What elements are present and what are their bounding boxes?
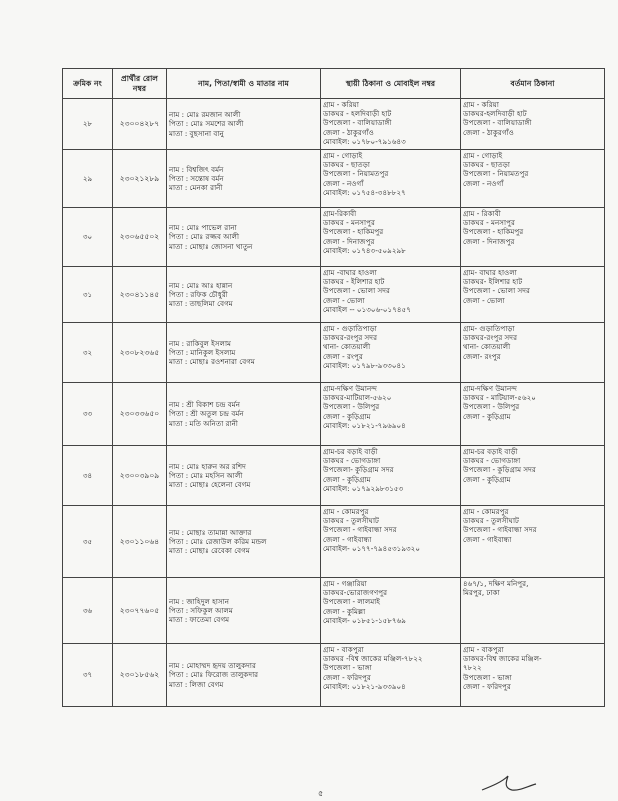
present-address-cell-line: ডাকঘর - মাটিয়াল-৫৬২০ [463, 393, 536, 403]
name-cell [167, 208, 321, 267]
roll-cell: ২৩০০৪২৮৭ [113, 99, 167, 150]
permanent-address-cell-line: ডাকঘর - ভোগডাঙ্গা [323, 456, 381, 466]
name-cell [167, 446, 321, 506]
permanent-address-cell-line: গ্রাম -বাঘার হাওলা [323, 268, 377, 277]
present-address-cell-line: ৪৬৭/১, দক্ষিণ মনিপুর, [463, 579, 529, 588]
table-row [63, 267, 605, 323]
present-address-cell-line: গ্রাম-দক্ষিণ উমানন্দ [463, 384, 518, 393]
name-cell-line: নাম : মোঃ পাভেল রানা [169, 223, 237, 233]
present-address-cell-line: জেলা - ভোলা [463, 295, 505, 305]
name-cell-line: মাতা : তাছলিমা বেগম [169, 299, 233, 309]
present-address-cell-line: ডাকঘর - ভোগডাঙ্গা [463, 456, 521, 466]
permanent-address-cell-line: ডাকঘর-ভোরাজগণপুর [323, 588, 388, 598]
present-address-cell-line: জেলা- রংপুর [463, 351, 501, 361]
table-row [63, 506, 605, 578]
serial-cell: ২৯ [63, 150, 113, 208]
present-address-cell-line: ডাকঘর-হলদিবাড়ী হাট [463, 109, 527, 119]
name-cell-line: নাম : বিশ্বজিৎ বর্মন [169, 164, 224, 174]
table-row [63, 99, 605, 150]
permanent-address-cell-line: গ্রাম - গঞ্জারিয়া [323, 579, 367, 588]
present-address-cell [461, 323, 605, 383]
permanent-address-cell-line: জেলা - কুড়িগ্রাম [323, 474, 371, 484]
name-cell-line: পিতা : রফিক চৌধুরী [169, 289, 228, 299]
serial-cell: ৩৬ [63, 578, 113, 644]
permanent-address-cell-line: জেলা - ঠাকুরগাঁও [323, 127, 374, 137]
permanent-address-cell [321, 506, 461, 578]
name-cell-line: নাম : মোঃ রমজান আলী [169, 110, 241, 120]
permanent-address-cell-line: উপজেলা - বালিয়াডাঙ্গী [323, 118, 392, 128]
name-cell [167, 578, 321, 644]
name-cell-line: নাম : রাকিবুল ইসলাম [169, 338, 232, 348]
present-address-cell [461, 446, 605, 506]
name-cell [167, 99, 321, 150]
roll-cell: ২৩০১১০৬৪ [113, 506, 167, 578]
name-cell [167, 267, 321, 323]
header-serial: ক্রমিক নং [63, 69, 113, 99]
name-cell-line: পিতা : সফিকুল আলম [169, 605, 233, 615]
present-address-cell-line: ৭৮২২ [463, 663, 482, 673]
permanent-address-cell [321, 208, 461, 267]
serial-cell: ২৮ [63, 99, 113, 150]
present-address-cell-line: জেলা - দিনাজপুর [463, 236, 515, 246]
name-cell-line: নাম : জাহিদুল হাসান [169, 596, 230, 606]
permanent-address-cell-line: উপজেলা - নিয়ামতপুর [323, 169, 389, 179]
name-cell-line: পিতা : মানিকুল ইসলাম [169, 347, 236, 357]
name-cell-line: নাম : মোঃ হারুন অর রশিদ [169, 461, 246, 471]
present-address-cell-line: উপজেলা - নিয়ামতপুর [463, 169, 529, 179]
header-present-address: বর্তমান ঠিকানা [461, 69, 605, 99]
permanent-address-cell-line: গ্রাম - কোমরপুর [323, 507, 369, 516]
roll-cell: ২৩০৬৫৫০২ [113, 208, 167, 267]
present-address-cell-line: ডাকঘর - মনসাপুর [463, 218, 515, 228]
present-address-cell-line: উপজেলা - কুড়িগ্রাম সদর [463, 465, 536, 475]
permanent-address-cell-line: ডাকঘর - তুলসীঘাট [323, 516, 379, 526]
roll-cell: ২৩০৮২৩৬৫ [113, 323, 167, 383]
signature-mark [478, 772, 538, 794]
roll-cell: ২৩০০৩৯০৯ [113, 446, 167, 506]
permanent-address-cell-line: গ্রাম - গুড়াতিপাড়া [323, 324, 377, 333]
permanent-address-cell-line: ডাকঘর - হলদিবাড়ী হাট [323, 109, 392, 119]
permanent-address-cell-line: উপজেলা- কুড়িগ্রাম সদর [323, 465, 394, 475]
permanent-address-cell-line: গ্রাম-রিকাবী [323, 209, 357, 218]
permanent-address-cell-line: উপজেলা - লালমাই [323, 597, 381, 607]
permanent-address-cell-line: মোবাইল: ০১৭৮০-৭৯১৬৪৩ [323, 136, 406, 146]
name-cell-line: পিতা : সন্তোষ বর্মন [169, 173, 224, 183]
header-roll: প্রার্থীর রোল নম্বর [113, 69, 167, 99]
present-address-cell-line: জেলা - ফরিদপুর [463, 681, 511, 691]
permanent-address-cell [321, 99, 461, 150]
permanent-address-cell-line: গ্রাম - করিয়া [323, 100, 359, 109]
permanent-address-cell [321, 150, 461, 208]
present-address-cell-line: গ্রাম- বাঘার হাওলা [463, 268, 517, 277]
roll-cell: ২৩০৩৩৬৫০ [113, 383, 167, 446]
present-address-cell-line: মিরপুর, ঢাকা [463, 588, 500, 598]
name-cell-line: মাতা : মোছাঃ জোসনা খাতুন [169, 241, 253, 251]
permanent-address-cell-line: জেলা - ফরিদপুর [323, 672, 371, 682]
permanent-address-cell-line: থানা- কোতয়ালী [323, 342, 371, 352]
permanent-address-cell [321, 383, 461, 446]
name-cell-line: পিতা : মোঃ রেজাউল করিম মন্ডল [169, 536, 267, 546]
serial-cell: ৩৭ [63, 644, 113, 707]
present-address-cell [461, 578, 605, 644]
name-cell [167, 644, 321, 707]
present-address-cell [461, 506, 605, 578]
page-number: ৫ [318, 789, 324, 798]
present-address-cell [461, 644, 605, 707]
permanent-address-cell-line: জেলা - কুমিল্লা [323, 606, 366, 616]
present-address-cell-line: জেলা - নওগাঁ [463, 178, 504, 188]
present-address-cell-line: থানা- কোতয়ালী [463, 342, 511, 352]
present-address-cell [461, 150, 605, 208]
present-address-cell [461, 208, 605, 267]
roll-cell: ২৩০২১২৮৯ [113, 150, 167, 208]
name-cell-line: মাতা : মেনকা রানী [169, 183, 223, 193]
name-cell-line: নাম : শ্রী বিকাশ চন্দ্র বর্মন [169, 400, 241, 410]
present-address-cell-line: উপজেলা - উলিপুর [463, 402, 520, 412]
permanent-address-cell-line: জেলা - কুড়িগ্রাম [323, 411, 371, 421]
permanent-address-cell-line: উপজেলা - ভাঙ্গা [323, 663, 372, 673]
present-address-cell-line: গ্রাম - করিয়া [463, 100, 499, 109]
permanent-address-cell-line: গ্রাম - গোড়াই [323, 151, 363, 160]
permanent-address-cell-line: উপজেলা - হাকিমপুর [323, 227, 384, 237]
present-address-cell-line: গ্রাম - গোড়াই [463, 151, 503, 160]
present-address-cell [461, 267, 605, 323]
permanent-address-cell-line: মোবাইল: ০১৭৪৩-৫০৯২৯৮ [323, 245, 406, 255]
permanent-address-cell [321, 267, 461, 323]
permanent-address-cell-line: মোবাইল: ০১৮২১-৭৯৬৯০৪ [323, 420, 406, 430]
permanent-address-cell-line: ডাকঘর-রংপুর সদর [323, 333, 378, 343]
present-address-cell-line: গ্রাম - রিকাবী [463, 209, 501, 218]
name-cell-line: নাম : মোহাম্মদ হৃদয় তালুকদার [169, 661, 256, 671]
name-cell-line: মাতা : মোছাঃ রেবেকা বেগম [169, 546, 250, 556]
present-address-cell-line: জেলা - গাইবান্ধা [463, 534, 512, 544]
table-row [63, 446, 605, 506]
present-address-cell [461, 99, 605, 150]
serial-cell: ৩২ [63, 323, 113, 383]
permanent-address-cell [321, 578, 461, 644]
name-cell-line: মাতা : বুছসানা বানু [169, 128, 224, 138]
present-address-cell-line: উপজেলা - হাকিমপুর [463, 227, 524, 237]
name-cell [167, 506, 321, 578]
permanent-address-cell [321, 446, 461, 506]
permanent-address-cell-line: গ্রাম-দক্ষিণ উমানন্দ [323, 384, 378, 393]
serial-cell: ৩৩ [63, 383, 113, 446]
permanent-address-cell-line: মোবাইল: ০১৭৫৪-৩৪৮৮২৭ [323, 187, 406, 197]
present-address-cell-line: গ্রাম-চর বড়াই বাড়ী [463, 447, 518, 456]
table-row [63, 208, 605, 267]
present-address-cell-line: উপজেলা - ভোলা সদর [463, 286, 530, 296]
table-header-row [63, 69, 605, 99]
name-cell-line: মাতা : লিজা বেগম [169, 679, 224, 689]
permanent-address-cell-line: গ্রাম-চর বড়াই বাড়ী [323, 447, 378, 456]
permanent-address-cell-line: মোবাইল- ০১৮৫১-১৫৮৭৬৯ [323, 615, 406, 625]
present-address-cell-line: জেলা - কুড়িগ্রাম [463, 411, 511, 421]
present-address-cell-line: ডাকঘর - তুলসীঘাট [463, 516, 519, 526]
name-cell [167, 383, 321, 446]
permanent-address-cell-line: গ্রাম - বাকপুরা [323, 645, 364, 654]
permanent-address-cell-line: মোবাইল: ০১৭৯৮-৯৩৩০৪১ [323, 360, 406, 370]
name-cell-line: নাম : মোঃ আঃ হান্নান [169, 280, 233, 290]
permanent-address-cell-line: ডাকঘর - ছাতড়া [323, 160, 371, 170]
permanent-address-cell-line: উপজেলা - ভোলা সদর [323, 286, 390, 296]
name-cell [167, 150, 321, 208]
permanent-address-cell [321, 644, 461, 707]
present-address-cell-line: গ্রাম - বাকপুরা [463, 645, 504, 654]
permanent-address-cell-line: জেলা - রংপুর [323, 351, 363, 361]
header-permanent-address: স্থায়ী ঠিকানা ও মোবাইল নম্বর [321, 69, 461, 99]
present-address-cell-line: ডাকঘর-রংপুর সদর [463, 333, 518, 343]
name-cell-line: মাতা : মোছাঃ রওশনারা বেগম [169, 357, 255, 367]
present-address-cell-line: গ্রাম - কোমরপুর [463, 507, 509, 516]
name-cell-line: পিতা : মোঃ ফিরোজ তালুকদার [169, 670, 259, 680]
permanent-address-cell-line: জেলা - নওগাঁ [323, 178, 364, 188]
table-row [63, 578, 605, 644]
permanent-address-cell-line: উপজেলা - গাইবান্ধা সদর [323, 525, 397, 535]
permanent-address-cell-line: মোবাইল- ০১৭৭-৭৯৪৫৩১৯৩২০ [323, 543, 421, 553]
name-cell [167, 323, 321, 383]
permanent-address-cell-line: ডাকঘর - ইলিশার হাট [323, 277, 385, 287]
present-address-cell-line: জেলা - ঠাকুরগাঁও [463, 127, 514, 137]
serial-cell: ৩৫ [63, 506, 113, 578]
name-cell-line: মাতা : মতি অনিতা রানী [169, 418, 238, 428]
table-row [63, 323, 605, 383]
present-address-cell-line: ডাকঘর - ছাতড়া [463, 160, 511, 170]
roll-cell: ২৩০৪১১৪৫ [113, 267, 167, 323]
permanent-address-cell-line: জেলা - ভোলা [323, 295, 365, 305]
present-address-cell-line: উপজেলা - গাইবান্ধা সদর [463, 525, 537, 535]
name-cell-line: নাম : মোছাঃ তামান্না আক্তার [169, 527, 252, 537]
candidate-table [62, 68, 605, 707]
name-cell-line: পিতা : শ্রী অতুল চন্দ্র বর্মন [169, 409, 244, 419]
present-address-cell-line: ডাকঘর-বিশ্ব জাকের মঞ্জিল- [463, 654, 542, 664]
header-name: নাম, পিতা/স্বামী ও মাতার নাম [167, 69, 321, 99]
serial-cell: ৩১ [63, 267, 113, 323]
name-cell-line: মাতা : ফাতেমা বেগম [169, 615, 230, 625]
table-row [63, 644, 605, 707]
table-row [63, 150, 605, 208]
permanent-address-cell-line: মোবাইল: ০১৮২১-৯৩৩৯০৪ [323, 681, 406, 691]
permanent-address-cell-line: জেলা - গাইবান্ধা [323, 534, 372, 544]
table-row [63, 383, 605, 446]
name-cell-line: মাতা : মোছাঃ হেলেনা বেগম [169, 480, 251, 490]
name-cell-line: পিতা : মোঃ মহসিন আলী [169, 470, 243, 480]
present-address-cell-line: জেলা - কুড়িগ্রাম [463, 474, 511, 484]
roll-cell: ২৩০১৮৫৬২ [113, 644, 167, 707]
permanent-address-cell-line: ডাকঘর - মনসাপুর [323, 218, 375, 228]
permanent-address-cell-line: মোবাইল -- ০১৩০৬-০১৭৪৫৭ [323, 304, 411, 314]
present-address-cell [461, 383, 605, 446]
name-cell-line: পিতা : মোঃ সমশের আলী [169, 119, 244, 129]
serial-cell: ৩০ [63, 208, 113, 267]
roll-cell: ২৩০৭৭৬০৫ [113, 578, 167, 644]
present-address-cell-line: উপজেলা - বালিয়াডাঙ্গী [463, 118, 532, 128]
serial-cell: ৩৪ [63, 446, 113, 506]
name-cell-line: পিতা : মোঃ রজ্জব আলী [169, 232, 240, 242]
permanent-address-cell-line: মোবাইল: ০১৭৯২৯৮৩১৫৩ [323, 483, 404, 493]
permanent-address-cell [321, 323, 461, 383]
permanent-address-cell-line: জেলা - দিনাজপুর [323, 236, 375, 246]
present-address-cell-line: উপজেলা - ভাঙ্গা [463, 672, 512, 682]
permanent-address-cell-line: ডাকঘর-মাটিয়াল-৫৬২০ [323, 393, 392, 403]
present-address-cell-line: ডাকঘর- ইলিশার হাট [463, 277, 523, 287]
permanent-address-cell-line: উপজেলা - উলিপুর [323, 402, 380, 412]
permanent-address-cell-line: ডাকঘর -বিশ্ব জাকের মঞ্জিল-৭৮২২ [323, 654, 423, 664]
present-address-cell-line: গ্রাম- গুড়াতিপাড়া [463, 324, 515, 333]
